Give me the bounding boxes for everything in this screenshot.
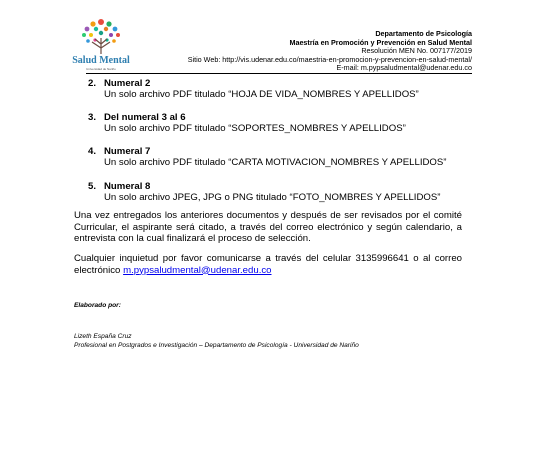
item-heading: Del numeral 3 al 6 xyxy=(104,112,186,124)
contact-paragraph xyxy=(74,253,462,276)
item-description: Un solo archivo PDF titulado “HOJA DE VIDA_NOMBRES Y APELLIDOS” xyxy=(104,89,419,100)
signature-block xyxy=(74,333,359,350)
tree-icon xyxy=(62,14,140,58)
item-heading: Numeral 2 xyxy=(104,78,151,89)
item-number: 2. xyxy=(88,78,97,89)
department-name: Departamento de Psicología xyxy=(375,29,472,38)
program-name: Maestría en Promoción y Prevención en Salud Mental xyxy=(289,37,472,47)
item-heading: Numeral 8 xyxy=(104,180,151,192)
list-item xyxy=(88,112,488,134)
logo-subtitle: Universidad de Nariño xyxy=(86,67,116,71)
list-item xyxy=(88,78,488,100)
elaborated-by-label: Elaborado por: xyxy=(74,302,121,309)
resolution-text: Resolución MEN No. 007177/2019 xyxy=(361,46,472,56)
salud-mental-logo xyxy=(62,14,140,74)
item-heading: Numeral 7 xyxy=(104,146,151,158)
signer-name: Lizeth España Cruz xyxy=(74,333,132,340)
signer-role: Profesional en Postgrados e Investigación – Departamento de Psicología - Universidad de Nariño xyxy=(74,341,359,349)
item-number: 3. xyxy=(88,112,97,124)
list-item xyxy=(88,146,488,168)
header-divider xyxy=(86,73,472,74)
contact-text: Cualquier inquietud por favor comunicarse a través del celular 3135996641 o al correo electrónico xyxy=(74,253,462,276)
item-number: 4. xyxy=(88,146,97,158)
selection-process-paragraph: Una vez entregados los anteriores documentos y después de ser revisados por el comité Curricular, el aspirante será citado, a través del correo electrónico y según calendario, a entrevista con la cual finalizará el proceso de selección. xyxy=(74,210,462,245)
logo-title: Salud Mental xyxy=(72,55,130,66)
website-text: Sitio Web: http://vis.udenar.edu.co/maestria-en-promocion-y-prevencion-en-salud-mental/ xyxy=(187,54,472,64)
email-link[interactable]: m.pypsaludmental@udenar.edu.co xyxy=(123,264,272,276)
list-item xyxy=(88,181,488,203)
item-number: 5. xyxy=(88,180,97,192)
letterhead-info xyxy=(188,30,472,73)
email-text: E-mail: m.pypsaludmental@udenar.edu.co xyxy=(336,63,472,73)
item-description: Un solo archivo PDF titulado “CARTA MOTIVACION_NOMBRES Y APELLIDOS” xyxy=(104,157,447,169)
item-description: Un solo archivo PDF titulado “SOPORTES_NOMBRES Y APELLIDOS” xyxy=(104,123,406,135)
item-description: Un solo archivo JPEG, JPG o PNG titulado “FOTO_NOMBRES Y APELLIDOS” xyxy=(104,191,441,203)
requirements-list xyxy=(88,78,488,215)
